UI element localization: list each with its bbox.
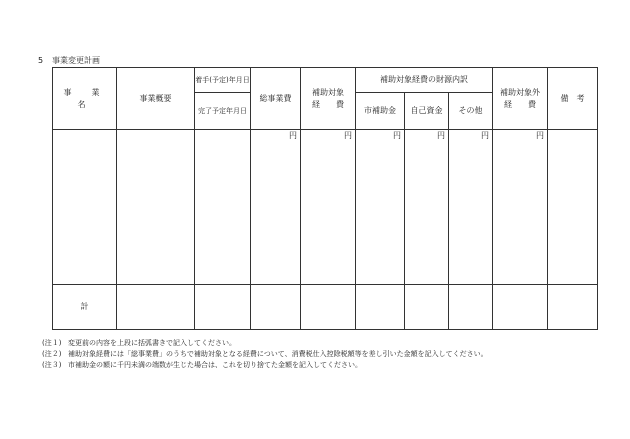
cell-subsidized-cost[interactable]: 円 bbox=[301, 130, 356, 285]
header-non-subsidized-line1: 補助対象外 bbox=[500, 87, 541, 97]
notes bbox=[42, 338, 488, 371]
note-text: 変更前の内容を上段に括弧書きで記入してください。 bbox=[68, 339, 236, 347]
cell-own-funds[interactable]: 円 bbox=[405, 130, 449, 285]
total-other[interactable] bbox=[449, 285, 493, 330]
note-tag: (注２) bbox=[42, 350, 62, 358]
cell-project-summary[interactable] bbox=[117, 130, 195, 285]
header-total-cost: 総事業費 bbox=[251, 68, 301, 130]
cell-total-cost[interactable]: 円 bbox=[251, 130, 301, 285]
project-change-plan-table bbox=[52, 67, 598, 330]
note-text: 補助対象経費には「総事業費」のうちで補助対象となる経費について、消費税仕入控除税額等を差し引いた金額を記入してください。 bbox=[68, 350, 488, 358]
total-total-cost[interactable] bbox=[251, 285, 301, 330]
note-item bbox=[42, 349, 488, 360]
header-subsidized-cost bbox=[301, 68, 356, 130]
header-remarks: 備 考 bbox=[548, 68, 598, 130]
header-project-summary: 事業概要 bbox=[117, 68, 195, 130]
section-title-text: 事業変更計画 bbox=[52, 56, 100, 65]
note-text: 市補助金の額に千円未満の端数が生じた場合は、これを切り捨てた金額を記入してください。 bbox=[68, 361, 362, 369]
header-subsidized-cost-line1: 補助対象 bbox=[312, 87, 344, 97]
note-tag: (注１) bbox=[42, 339, 62, 347]
header-other: その他 bbox=[449, 93, 493, 130]
total-city-subsidy[interactable] bbox=[356, 285, 405, 330]
cell-non-subsidized-cost[interactable]: 円 bbox=[493, 130, 548, 285]
header-start-date: 着手(予定)年月日 bbox=[195, 68, 251, 93]
cell-project-name[interactable] bbox=[53, 130, 117, 285]
header-non-subsidized-line2: 経 費 bbox=[504, 99, 537, 109]
section-number: 5 bbox=[38, 56, 44, 65]
header-funding-breakdown: 補助対象経費の財源内訳 bbox=[356, 68, 493, 93]
header-non-subsidized-cost bbox=[493, 68, 548, 130]
header-completion-date: 完了予定年月日 bbox=[195, 93, 251, 130]
cell-city-subsidy[interactable]: 円 bbox=[356, 130, 405, 285]
cell-other[interactable]: 円 bbox=[449, 130, 493, 285]
section-title bbox=[38, 56, 100, 66]
total-label: 計 bbox=[53, 285, 117, 330]
header-project-name: 事 業 名 bbox=[53, 68, 117, 130]
total-own-funds[interactable] bbox=[405, 285, 449, 330]
cell-remarks[interactable] bbox=[548, 130, 598, 285]
cell-dates[interactable] bbox=[195, 130, 251, 285]
total-dates[interactable] bbox=[195, 285, 251, 330]
note-item bbox=[42, 360, 488, 371]
header-own-funds: 自己資金 bbox=[405, 93, 449, 130]
total-remarks[interactable] bbox=[548, 285, 598, 330]
header-subsidized-cost-line2: 経 費 bbox=[312, 99, 344, 109]
total-project-summary[interactable] bbox=[117, 285, 195, 330]
total-subsidized-cost[interactable] bbox=[301, 285, 356, 330]
note-item bbox=[42, 338, 488, 349]
note-tag: (注３) bbox=[42, 361, 62, 369]
header-city-subsidy: 市補助金 bbox=[356, 93, 405, 130]
total-non-subsidized-cost[interactable] bbox=[493, 285, 548, 330]
